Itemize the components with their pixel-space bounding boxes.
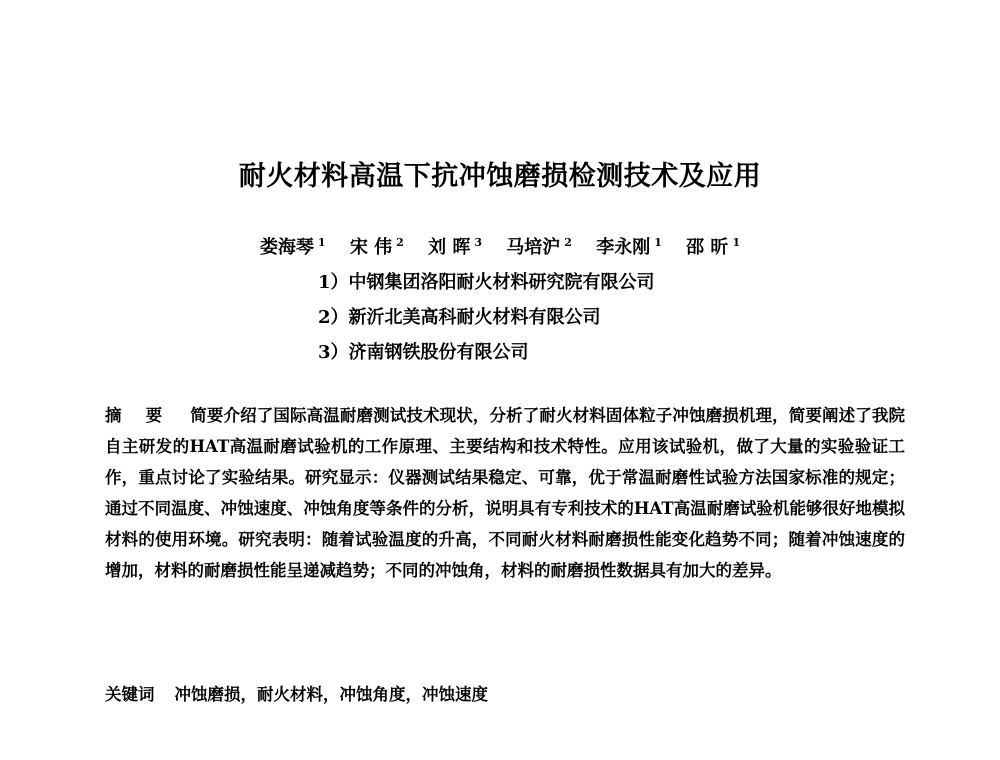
author <box>260 237 326 258</box>
paper-title: 耐火材料高温下抗冲蚀磨损检测技术及应用 <box>238 161 762 192</box>
author-affiliation-mark: 1 <box>317 236 326 249</box>
author-name: 邵 昕 <box>686 237 729 258</box>
author-affiliation-mark: 2 <box>564 236 572 249</box>
abstract <box>105 400 905 586</box>
author <box>350 237 404 258</box>
affiliation-list <box>318 265 918 370</box>
keywords <box>105 679 905 710</box>
author-name: 刘 晖 <box>428 237 471 258</box>
affiliation: 2）新沂北美高科耐火材料有限公司 <box>318 307 601 328</box>
author <box>428 237 482 258</box>
abstract-text: 简要介绍了国际高温耐磨测试技术现状，分析了耐火材料固体粒子冲蚀磨损机理，简要阐述了我院自主研发的HAT高温耐磨试验机的工作原理、主要结构和技术特性。应用该试验机，做了大量的实验验证工作，重点讨论了实验结果。研究显示：仪器测试结果稳定、可靠，优于常温耐磨性试验方法国家标准的规定；通过不同温度、冲蚀速度、冲蚀角度等条件的分析，说明具有专利技术的HAT高温耐磨试验机能够很好地模拟材料的使用环境。研究表明：随着试验温度的升高，不同耐火材料耐磨损性能变化趋势不同；随着冲蚀速度的增加，材料的耐磨损性能呈递减趋势；不同的冲蚀角，材料的耐磨损性数据具有加大的差异。 <box>105 406 905 580</box>
author-affiliation-mark: 1 <box>654 236 662 249</box>
author-list <box>0 230 1000 261</box>
author <box>686 237 740 258</box>
author-name: 娄海琴 <box>259 237 314 258</box>
keywords-label: 关键词 <box>105 685 155 704</box>
author-affiliation-mark: 3 <box>474 236 482 249</box>
abstract-label: 摘要 <box>105 406 187 425</box>
author-affiliation-mark: 2 <box>396 236 404 249</box>
author-affiliation-mark: 1 <box>732 236 741 249</box>
author-name: 李永刚 <box>596 237 651 258</box>
affiliation: 3）济南钢铁股份有限公司 <box>318 342 529 363</box>
author-name: 马培沪 <box>506 237 561 258</box>
author-name: 宋 伟 <box>349 237 393 258</box>
keywords-text: 冲蚀磨损，耐火材料，冲蚀角度，冲蚀速度 <box>174 685 488 704</box>
affiliation: 1）中钢集团洛阳耐火材料研究院有限公司 <box>318 272 655 293</box>
author <box>596 237 662 258</box>
author <box>506 237 572 258</box>
